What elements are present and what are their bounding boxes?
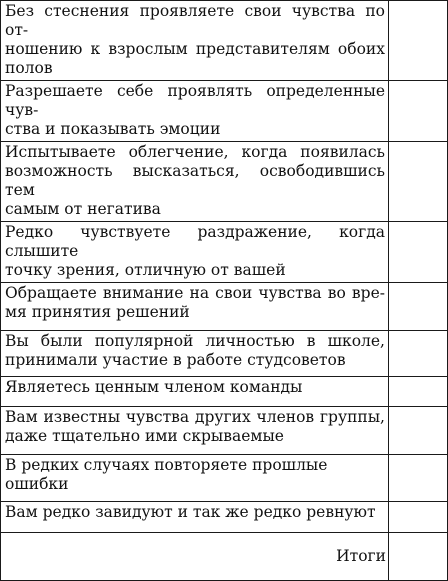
statement-line: Без стеснения проявляете свои чувства по от- <box>5 2 385 39</box>
statement-cell <box>1 81 389 142</box>
statement-cell <box>1 222 389 283</box>
table-row <box>1 407 448 455</box>
statement-line: ошибки <box>5 475 69 493</box>
answer-cell[interactable] <box>389 377 448 407</box>
statement-cell <box>1 377 389 407</box>
answer-cell[interactable] <box>389 331 448 377</box>
statement-line: самым от негатива <box>5 200 161 218</box>
statement-line: Вы были популярной личностью в школе, <box>5 332 385 350</box>
answer-cell[interactable] <box>389 222 448 283</box>
table-row <box>1 1 448 81</box>
total-answer-cell[interactable] <box>389 533 448 581</box>
statement-cell <box>1 1 389 81</box>
total-row <box>1 533 448 581</box>
statement-cell <box>1 502 389 533</box>
statement-line: даже тщательно ими скрываемые <box>5 427 284 445</box>
statement-line: Разрешаете себе проявлять определенные чув- <box>5 82 385 119</box>
statement-line: возможность высказаться, освободившись тем <box>5 162 385 199</box>
statement-cell <box>1 283 389 331</box>
statement-line: В редких случаях повторяете прошлые <box>5 456 328 474</box>
table-row <box>1 81 448 142</box>
table-row <box>1 331 448 377</box>
statement-cell <box>1 455 389 502</box>
statement-line: Вам известны чувства других членов группы, <box>5 408 385 426</box>
statement-cell <box>1 331 389 377</box>
statement-line: Являетесь ценным членом команды <box>5 378 303 396</box>
table-row <box>1 455 448 502</box>
statement-line: Обращаете внимание на свои чувства во вре- <box>5 284 385 302</box>
answer-cell[interactable] <box>389 455 448 502</box>
answer-cell[interactable] <box>389 502 448 533</box>
survey-rows <box>1 1 448 581</box>
table-row <box>1 502 448 533</box>
statement-line: полов <box>5 59 53 77</box>
answer-cell[interactable] <box>389 81 448 142</box>
answer-cell[interactable] <box>389 1 448 81</box>
statement-line: ношению к взрослым представителям обоих <box>5 40 385 58</box>
statement-cell <box>1 142 389 222</box>
table-row <box>1 377 448 407</box>
table-row <box>1 222 448 283</box>
statement-line: Редко чувствуете раздражение, когда слышите <box>5 223 385 260</box>
statement-line: Испытываете облегчение, когда появилась <box>5 143 385 161</box>
answer-cell[interactable] <box>389 283 448 331</box>
table-row <box>1 283 448 331</box>
statement-cell <box>1 407 389 455</box>
statement-line: точку зрения, отличную от вашей <box>5 261 286 279</box>
total-label: Итоги <box>1 533 389 581</box>
statement-line: ства и показывать эмоции <box>5 120 221 138</box>
statement-line: мя принятия решений <box>5 303 190 321</box>
answer-cell[interactable] <box>389 407 448 455</box>
answer-cell[interactable] <box>389 142 448 222</box>
table-row <box>1 142 448 222</box>
statement-line: Вам редко завидуют и так же редко ревнуют <box>5 503 376 521</box>
statement-line: принимали участие в работе студсоветов <box>5 351 346 369</box>
